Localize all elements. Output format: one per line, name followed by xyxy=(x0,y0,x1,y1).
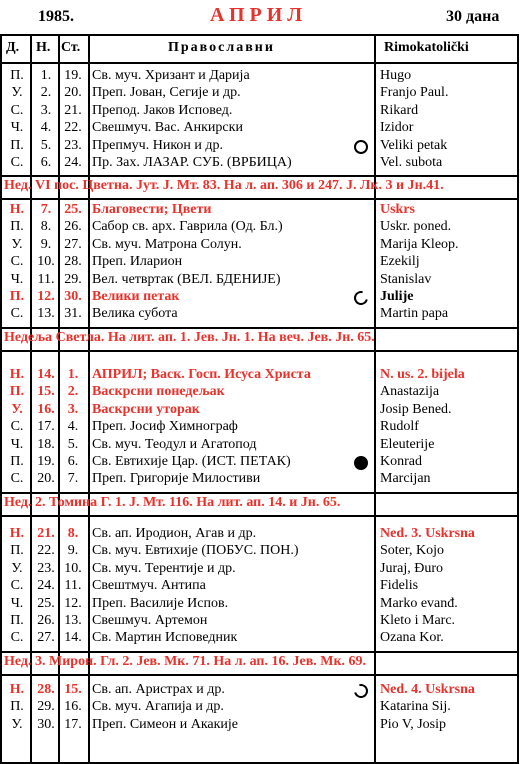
orthodox-saint: Вел. четвртак (ВЕЛ. БДЕНИЈЕ) xyxy=(92,271,281,287)
date-new: 3. xyxy=(40,102,52,118)
orthodox-saint: Св. муч. Хризант и Дарија xyxy=(92,68,250,83)
week-rule-top xyxy=(0,175,519,177)
day-of-week: П. xyxy=(10,699,24,715)
date-new: 28. xyxy=(37,682,55,697)
date-old: 25. xyxy=(64,202,82,217)
date-new: 25. xyxy=(37,595,55,611)
date-old: 17. xyxy=(64,716,82,732)
orthodox-saint: Св. ап. Аристрах и др. xyxy=(92,682,225,697)
catholic-saint: Konrad xyxy=(380,454,422,469)
date-new: 7. xyxy=(40,202,52,217)
date-new: 17. xyxy=(37,419,55,435)
orthodox-saint: Св. муч. Евтихије (ПОБУС. ПОН.) xyxy=(92,543,299,559)
week-rule-top xyxy=(0,492,519,494)
date-new: 5. xyxy=(40,137,52,153)
orthodox-saint: Свешмуч. Артемон xyxy=(92,613,208,628)
date-new: 13. xyxy=(37,306,55,322)
orthodox-saint: Св. ап. Иродион, Агав и др. xyxy=(92,526,257,541)
catholic-saint: Kleto i Marc. xyxy=(380,613,456,628)
date-new: 9. xyxy=(40,236,52,252)
col-header-pravoslavni: Православни xyxy=(168,40,275,55)
catholic-saint: Rudolf xyxy=(380,419,419,435)
catholic-saint: Ned. 3. Uskrsna xyxy=(380,526,475,541)
day-of-week: С. xyxy=(10,102,24,118)
orthodox-saint: Преп. Јосиф Химнограф xyxy=(92,419,238,435)
col-header-rimokatolicki: Rimokatolički xyxy=(384,40,469,55)
day-of-week: П. xyxy=(9,289,25,304)
orthodox-saint: Васкрсни уторак xyxy=(92,401,200,417)
catholic-saint: Martin papa xyxy=(380,306,449,322)
catholic-saint: Soter, Kojo xyxy=(380,543,444,559)
catholic-saint: Pio V, Josip xyxy=(380,716,447,732)
week-rule-top xyxy=(0,327,519,329)
date-new: 1. xyxy=(40,68,52,83)
orthodox-saint: Васкрсни понедељак xyxy=(92,384,225,400)
date-old: 28. xyxy=(64,254,82,270)
catholic-saint: Uskrs xyxy=(380,202,416,217)
catholic-saint: Veliki petak xyxy=(380,137,448,153)
date-old: 7. xyxy=(67,471,79,487)
col-header-dan: Д. xyxy=(6,40,20,55)
catholic-saint: Ned. 4. Uskrsna xyxy=(380,682,475,697)
orthodox-saint: Св. муч. Теодул и Агатопод xyxy=(92,436,257,452)
catholic-saint: Marija Kleop. xyxy=(380,236,459,252)
day-of-week: С. xyxy=(10,155,24,170)
date-old: 9. xyxy=(67,543,79,559)
col-line-left xyxy=(0,34,2,764)
date-new: 10. xyxy=(37,254,55,270)
day-of-week: П. xyxy=(10,137,24,153)
frame-top xyxy=(0,34,519,36)
date-new: 4. xyxy=(40,120,52,136)
day-of-week: С. xyxy=(10,471,24,487)
catholic-saint: Uskr. poned. xyxy=(380,219,452,235)
date-old: 30. xyxy=(64,289,82,304)
col-line-right xyxy=(517,34,519,764)
date-new: 30. xyxy=(37,716,55,732)
date-new: 21. xyxy=(37,526,55,541)
day-of-week: Ч. xyxy=(10,120,24,136)
orthodox-saint: Преп. Јован, Сегије и др. xyxy=(92,85,241,101)
day-of-week: Ч. xyxy=(10,436,24,452)
week-rule-bottom xyxy=(0,198,519,200)
date-new: 18. xyxy=(37,436,55,452)
date-new: 15. xyxy=(37,384,55,400)
day-of-week: У. xyxy=(11,85,23,101)
day-of-week: У. xyxy=(11,401,23,417)
catholic-saint: N. us. 2. bijela xyxy=(380,367,465,382)
date-old: 14. xyxy=(64,630,82,646)
catholic-saint: Izidor xyxy=(380,120,414,136)
orthodox-saint: Велики петак xyxy=(92,289,180,304)
orthodox-saint: Свештмуч. Антипа xyxy=(92,578,206,594)
orthodox-saint: Св. Мартин Исповедник xyxy=(92,630,238,646)
orthodox-saint: Преп. Григорије Милостиви xyxy=(92,471,261,487)
days-count: 30 дана xyxy=(446,8,500,25)
orthodox-saint: Велика субота xyxy=(92,306,178,322)
day-of-week: У. xyxy=(11,236,23,252)
date-new: 16. xyxy=(37,401,55,417)
catholic-saint: Franjo Paul. xyxy=(380,85,449,101)
day-of-week: П. xyxy=(10,613,24,628)
catholic-saint: Hugo xyxy=(380,68,412,83)
date-old: 1. xyxy=(67,367,79,382)
date-old: 3. xyxy=(67,401,79,417)
catholic-saint: Ezekilj xyxy=(380,254,420,270)
date-new: 2. xyxy=(40,85,52,101)
date-old: 10. xyxy=(64,560,82,576)
date-new: 12. xyxy=(37,289,55,304)
orthodox-saint: Преп. Симеон и Акакије xyxy=(92,716,239,732)
orthodox-saint: Свешмуч. Вас. Анкирски xyxy=(92,120,243,136)
date-old: 15. xyxy=(64,682,82,697)
date-new: 26. xyxy=(37,613,55,628)
week-note: Нед. 3. Мирон. Гл. 2. Јев. Мк. 71. На л. ап. 16. Јев. Мк. 69. xyxy=(4,653,367,669)
day-of-week: У. xyxy=(11,716,23,732)
date-new: 19. xyxy=(37,454,55,469)
week-rule-top xyxy=(0,651,519,653)
date-old: 8. xyxy=(67,526,79,541)
header-underline xyxy=(0,62,519,64)
date-new: 24. xyxy=(37,578,55,594)
date-new: 23. xyxy=(37,560,55,576)
orthodox-saint: Пр. Зах. ЛАЗАР. СУБ. (ВРБИЦА) xyxy=(92,155,292,170)
day-of-week: П. xyxy=(10,454,24,469)
date-old: 22. xyxy=(64,120,82,136)
catholic-saint: Vel. subota xyxy=(380,155,443,170)
date-old: 26. xyxy=(64,219,82,235)
day-of-week: П. xyxy=(10,219,24,235)
catholic-saint: Marko evanđ. xyxy=(380,595,458,611)
catholic-saint: Stanislav xyxy=(380,271,432,287)
day-of-week: П. xyxy=(10,543,24,559)
orthodox-saint: Препод. Јаков Исповед. xyxy=(92,102,233,118)
week-note: Недеља Светла. На лит. ап. 1. Јев. Јн. 1. На веч. Јев. Јн. 65. xyxy=(4,329,375,345)
date-new: 22. xyxy=(37,543,55,559)
year-label: 1985. xyxy=(38,8,74,25)
catholic-saint: Ozana Kor. xyxy=(380,630,444,646)
orthodox-saint: Благовести; Цвети xyxy=(92,202,212,217)
week-rule-bottom xyxy=(0,515,519,517)
date-old: 13. xyxy=(64,613,82,628)
date-old: 21. xyxy=(64,102,82,118)
date-old: 24. xyxy=(64,155,82,170)
day-of-week: Н. xyxy=(9,526,25,541)
catholic-saint: Katarina Sij. xyxy=(380,699,451,715)
col-line-pravoslavni xyxy=(374,34,376,764)
date-old: 29. xyxy=(64,271,82,287)
day-of-week: С. xyxy=(10,306,24,322)
day-of-week: С. xyxy=(10,578,24,594)
date-old: 11. xyxy=(64,578,82,594)
day-of-week: П. xyxy=(9,384,25,400)
catholic-saint: Josip Bened. xyxy=(380,401,452,417)
catholic-saint: Eleuterije xyxy=(380,436,435,452)
date-old: 19. xyxy=(64,68,82,83)
date-old: 4. xyxy=(67,419,79,435)
month-title: АПРИЛ xyxy=(210,4,308,26)
week-note: Нед. 2. Томина Г. 1. Ј. Мт. 116. На лит. ап. 14. и Јн. 65. xyxy=(4,494,341,510)
date-old: 20. xyxy=(64,85,82,101)
orthodox-saint: Преп. Иларион xyxy=(92,254,183,270)
catholic-saint: Julije xyxy=(380,289,414,304)
date-new: 14. xyxy=(37,367,55,382)
new-moon-icon xyxy=(354,456,368,470)
day-of-week: С. xyxy=(10,630,24,646)
day-of-week: Н. xyxy=(9,682,25,697)
week-note: Нед. VI пос. Цветна. Јут. Ј. Мт. 83. На л. ап. 306 и 247. Ј. Лк. 3 и Јн.41. xyxy=(4,178,444,194)
catholic-saint: Juraj, Đuro xyxy=(380,560,443,576)
day-of-week: Н. xyxy=(9,202,25,217)
orthodox-saint: Св. муч. Матрона Солун. xyxy=(92,236,242,252)
date-old: 23. xyxy=(64,137,82,153)
day-of-week: Н. xyxy=(9,367,25,382)
day-of-week: С. xyxy=(10,419,24,435)
date-new: 11. xyxy=(37,271,55,287)
catholic-saint: Rikard xyxy=(380,102,419,118)
day-of-week: У. xyxy=(11,560,23,576)
orthodox-saint: Препмуч. Никон и др. xyxy=(92,137,224,153)
full-moon-icon xyxy=(354,140,368,154)
date-old: 5. xyxy=(67,436,79,452)
orthodox-saint: Св. Евтихије Цар. (ИСТ. ПЕТАК) xyxy=(92,454,291,469)
catholic-saint: Anastazija xyxy=(380,384,440,400)
week-rule-bottom xyxy=(0,674,519,676)
date-old: 31. xyxy=(64,306,82,322)
col-header-novi: Н. xyxy=(36,40,51,55)
col-header-stari: Ст. xyxy=(61,40,81,55)
catholic-saint: Fidelis xyxy=(380,578,419,594)
day-of-week: С. xyxy=(10,254,24,270)
date-old: 16. xyxy=(64,699,82,715)
date-new: 27. xyxy=(37,630,55,646)
orthodox-saint: АПРИЛ; Васк. Госп. Исуса Христа xyxy=(92,367,311,382)
date-old: 27. xyxy=(64,236,82,252)
date-old: 12. xyxy=(64,595,82,611)
orthodox-saint: Св. муч. Агапија и др. xyxy=(92,699,224,715)
date-new: 8. xyxy=(40,219,52,235)
day-of-week: Ч. xyxy=(10,271,24,287)
date-new: 6. xyxy=(40,155,52,170)
date-old: 2. xyxy=(67,384,79,400)
orthodox-saint: Сабор св. арх. Гаврила (Од. Бл.) xyxy=(92,219,283,235)
date-new: 20. xyxy=(37,471,55,487)
orthodox-saint: Преп. Василије Испов. xyxy=(92,595,229,611)
day-of-week: Ч. xyxy=(10,595,24,611)
orthodox-saint: Св. муч. Терентије и др. xyxy=(92,560,236,576)
catholic-saint: Marcijan xyxy=(380,471,431,487)
day-of-week: П. xyxy=(10,68,24,83)
week-rule-bottom xyxy=(0,350,519,352)
date-old: 6. xyxy=(67,454,79,469)
date-new: 29. xyxy=(37,699,55,715)
